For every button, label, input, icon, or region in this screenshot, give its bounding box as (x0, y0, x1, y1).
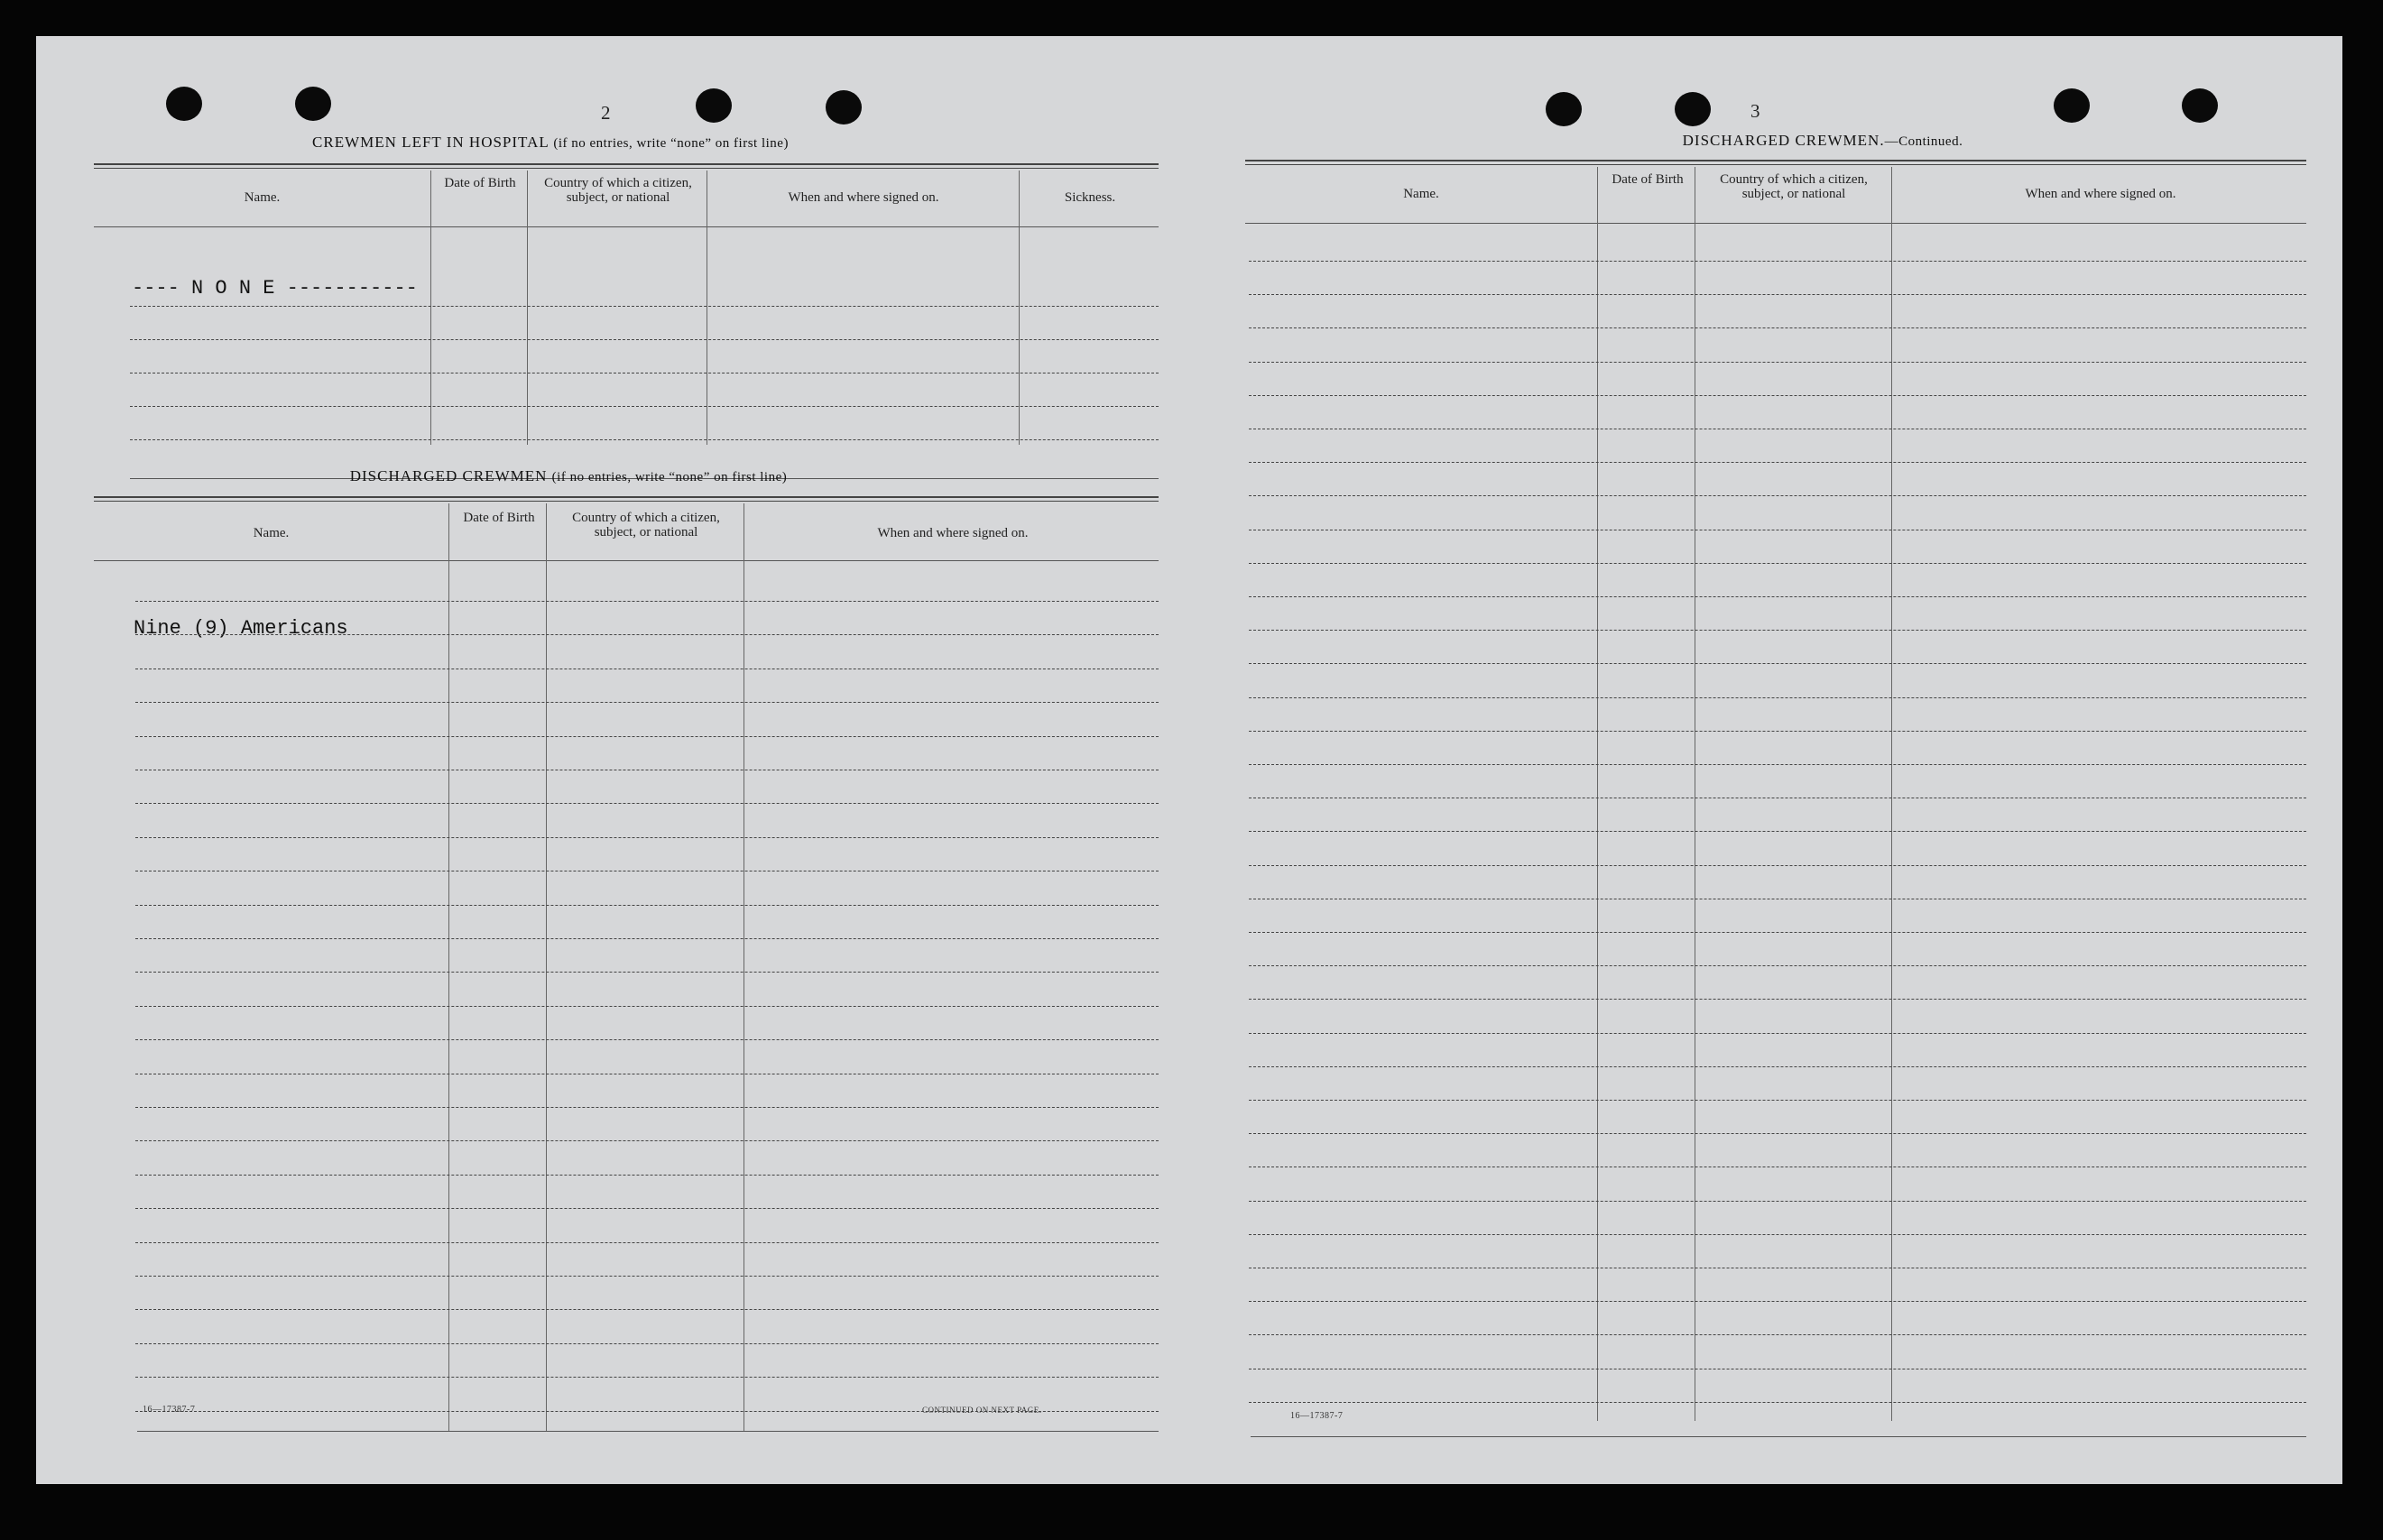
ruled-line (1249, 1201, 2306, 1202)
ruled-line (1249, 1133, 2306, 1134)
ruled-line (1249, 999, 2306, 1000)
ruled-line (135, 1208, 1159, 1209)
hospital-entry-none: ---- N O N E ----------- (132, 277, 418, 300)
ruled-line (1249, 327, 2306, 328)
ruled-line (1249, 731, 2306, 732)
right-heading-title: DISCHARGED CREWMEN. (1682, 132, 1885, 149)
ruled-line (135, 1309, 1159, 1310)
table-bottom-rule (137, 1431, 1159, 1432)
form-number: 16—17387-7 (1290, 1411, 1344, 1421)
ruled-line (135, 938, 1159, 939)
col-header-date-of-birth: Date of Birth (444, 176, 516, 190)
ruled-line (1249, 932, 2306, 933)
table-header-rule (94, 226, 1159, 227)
col-header-country: Country of which a citizen, subject, or national (572, 511, 720, 539)
form-number: 16—17387-7 (143, 1405, 196, 1415)
table-top-rule (94, 501, 1159, 502)
ruled-line (1249, 1334, 2306, 1335)
col-header-signed-on: When and where signed on. (2025, 187, 2176, 201)
ruled-line (135, 972, 1159, 973)
column-divider (1019, 171, 1020, 445)
column-divider (448, 503, 449, 1431)
table-top-rule (1245, 164, 2306, 165)
col-header-name: Name. (253, 526, 290, 540)
col-header-name: Name. (1403, 187, 1439, 201)
table-top-rule (94, 163, 1159, 165)
ruled-line (135, 1140, 1159, 1141)
hospital-table (94, 163, 1159, 479)
punch-hole (166, 87, 202, 121)
ruled-line (1249, 261, 2306, 262)
punch-hole (696, 88, 732, 123)
table-top-rule (94, 496, 1159, 498)
ruled-line (1249, 495, 2306, 496)
discharged-heading-note: (if no entries, write “none” on first line) (551, 470, 788, 484)
column-divider (527, 171, 528, 445)
ruled-line (1249, 663, 2306, 664)
ruled-line (130, 306, 1159, 307)
ruled-line (1249, 596, 2306, 597)
ruled-line (1249, 395, 2306, 396)
ruled-line (135, 736, 1159, 737)
ruled-line (135, 803, 1159, 804)
ruled-line (1249, 697, 2306, 698)
discharged-heading (235, 467, 902, 485)
ruled-line (135, 1377, 1159, 1378)
punch-hole (2182, 88, 2218, 123)
ruled-line (130, 406, 1159, 407)
page-number: 3 (1750, 100, 1760, 122)
ruled-line (135, 905, 1159, 906)
punch-hole (1546, 92, 1582, 126)
punch-hole (826, 90, 862, 124)
ruled-line (135, 702, 1159, 703)
column-divider (546, 503, 547, 1431)
col-header-country: Country of which a citizen, subject, or national (1720, 172, 1868, 201)
discharged-heading-title: DISCHARGED CREWMEN (349, 467, 548, 484)
ruled-line (135, 837, 1159, 838)
ruled-line (1249, 1066, 2306, 1067)
ruled-line (135, 601, 1159, 602)
table-bottom-rule (1251, 1436, 2306, 1437)
column-divider (1891, 167, 1892, 1421)
ruled-line (1249, 1402, 2306, 1403)
ruled-line (135, 634, 1159, 635)
hospital-heading-note: (if no entries, write “none” on first line) (553, 136, 789, 151)
ruled-line (135, 1107, 1159, 1108)
ruled-line (1249, 965, 2306, 966)
ruled-line (135, 1242, 1159, 1243)
col-header-name: Name. (244, 190, 281, 205)
punch-hole (2054, 88, 2090, 123)
ruled-line (1249, 362, 2306, 363)
ruled-line (1249, 831, 2306, 832)
right-heading-suffix: —Continued. (1884, 134, 1963, 149)
right-heading (1570, 132, 2075, 150)
ruled-line (135, 1039, 1159, 1040)
page-number: 2 (601, 102, 611, 124)
document-sheet (36, 36, 2342, 1484)
ruled-line (1249, 865, 2306, 866)
ruled-line (1249, 1301, 2306, 1302)
ruled-line (135, 1343, 1159, 1344)
column-divider (1597, 167, 1598, 1421)
column-divider (430, 171, 431, 445)
ruled-line (1249, 1033, 2306, 1034)
discharged-table-left (94, 496, 1159, 1434)
col-header-signed-on: When and where signed on. (877, 526, 1029, 540)
col-header-country: Country of which a citizen, subject, or national (544, 176, 692, 205)
table-top-rule (1245, 160, 2306, 161)
table-top-rule (94, 168, 1159, 169)
ruled-line (1249, 1234, 2306, 1235)
col-header-signed-on: When and where signed on. (788, 190, 939, 205)
ruled-line (1249, 462, 2306, 463)
hospital-heading (217, 134, 884, 152)
hospital-heading-title: CREWMEN LEFT IN HOSPITAL (312, 134, 550, 151)
ruled-line (1249, 764, 2306, 765)
col-header-date-of-birth: Date of Birth (463, 511, 535, 525)
punch-hole (295, 87, 331, 121)
ruled-line (1249, 294, 2306, 295)
punch-hole (1675, 92, 1711, 126)
col-header-date-of-birth: Date of Birth (1612, 172, 1684, 187)
ruled-line (1249, 563, 2306, 564)
col-header-sickness: Sickness. (1064, 190, 1116, 205)
discharged-table-right (1245, 160, 2306, 1441)
ruled-line (135, 1276, 1159, 1277)
ruled-line (1249, 1100, 2306, 1101)
discharged-entry: Nine (9) Americans (134, 617, 348, 640)
continued-note: CONTINUED ON NEXT PAGE. (922, 1406, 1042, 1415)
ruled-line (130, 339, 1159, 340)
table-header-rule (1245, 223, 2306, 224)
ruled-line (135, 1175, 1159, 1176)
ruled-line (130, 439, 1159, 440)
ruled-line (135, 1006, 1159, 1007)
table-header-rule (94, 560, 1159, 561)
ruled-line (1249, 630, 2306, 631)
